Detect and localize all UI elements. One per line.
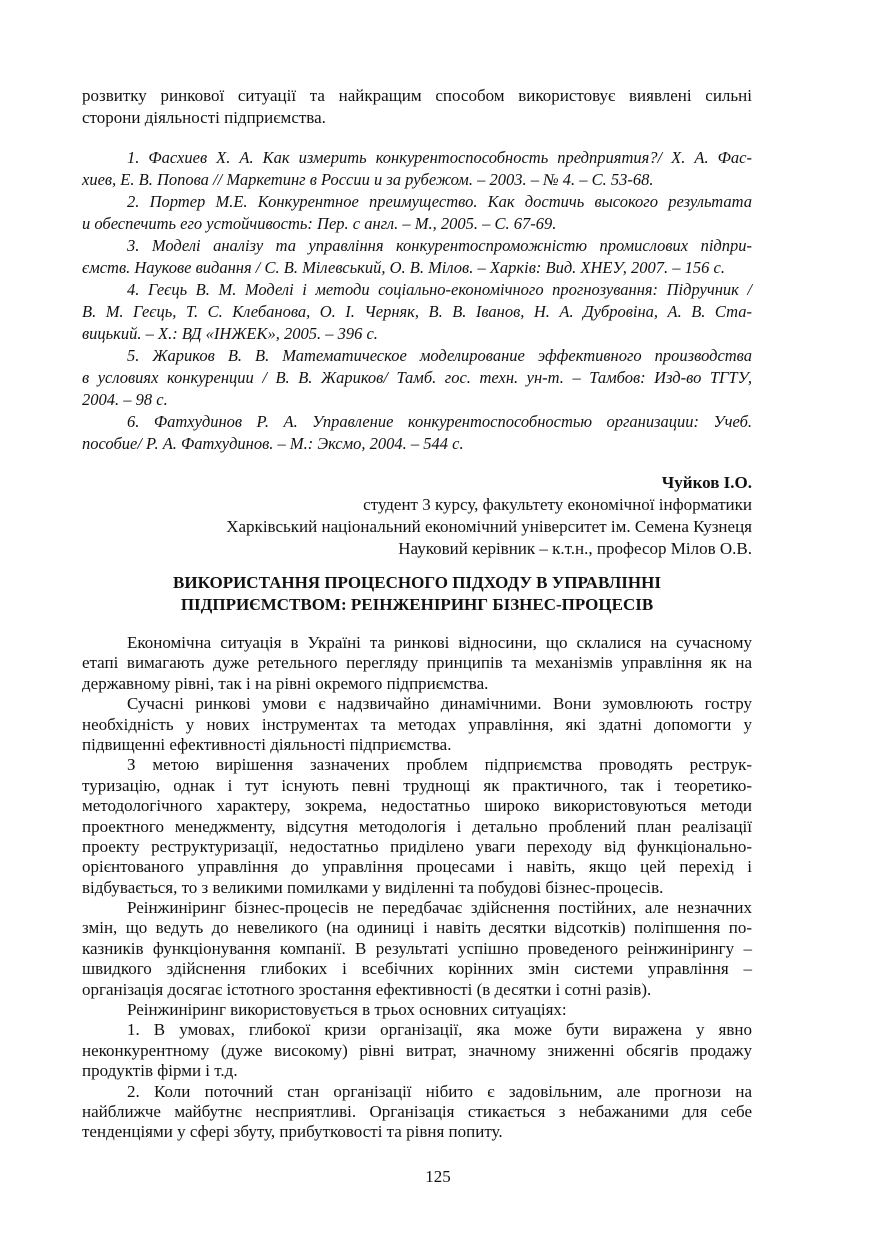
- author-supervisor: Науковий керівник – к.т.н., професор Мілов О.В.: [398, 539, 752, 558]
- body-paragraph: [82, 694, 752, 755]
- text-line: організація досягає істотного зростання ефективності (в десятки і сотні разів).: [82, 979, 652, 999]
- text-line: сторони діяльності підприємства.: [82, 108, 326, 127]
- body-paragraph: [82, 755, 752, 898]
- text-line: відбувається, то з великими помилками у виділенні та побудові бізнес-процесів.: [82, 877, 664, 897]
- text-line: туризацію, однак і тут існують певні труднощі як практичного, так і теоретико-: [82, 775, 752, 795]
- page-number: 125: [425, 1167, 451, 1186]
- reference-item: [82, 345, 752, 411]
- text-line: Сучасні ринкові умови є надзвичайно динамічними. Вони зумовлюють гостру: [127, 694, 752, 714]
- text-line: 1. В умовах, глибокої кризи організації, яка може бути виражена у явно: [127, 1020, 752, 1040]
- title-line: ВИКОРИСТАННЯ ПРОЦЕСНОГО ПІДХОДУ В УПРАВЛІННІ: [173, 573, 661, 592]
- text-line: проекту реструктуризації, недостатньо приділено уваги переходу від функціонально-: [82, 836, 752, 856]
- text-line: 5. Жариков В. В. Математическое моделирование эффективного производства: [127, 346, 752, 365]
- text-line: державному рівні, так і на рівні окремого підприємства.: [82, 673, 489, 693]
- text-line: Економічна ситуація в Україні та ринкові відносини, що склалися на сучасному: [127, 633, 752, 652]
- reference-item: [82, 147, 752, 191]
- text-line: проектного менеджменту, відсутня методологія і детально проблений план реалізації: [82, 816, 752, 836]
- text-line: методологічного характеру, зокрема, недостатньо широко використовуються методи: [82, 796, 752, 816]
- body-paragraph: [82, 1020, 752, 1081]
- reference-item: [82, 411, 752, 455]
- text-line: 2. Коли поточний стан організації нібито є задовільним, але прогнози на: [127, 1081, 752, 1101]
- references-list: [82, 147, 752, 455]
- body-paragraph: [82, 898, 752, 1000]
- text-line: продуктів фірми і т.д.: [82, 1061, 238, 1081]
- text-line: пособие/ Р. А. Фатхудинов. – М.: Эксмо, 2004. – 544 с.: [82, 434, 464, 453]
- text-line: хиев, Е. В. Попова // Маркетинг в России и за рубежом. – 2003. – № 4. – С. 53-68.: [82, 170, 654, 189]
- text-line: 2. Портер М.Е. Конкурентное преимущество. Как достичь высокого результата: [127, 192, 752, 211]
- text-line: швидкого здійснення глибоких і всебічних корінних змін системи управління –: [82, 959, 752, 979]
- author-name: Чуйков І.О.: [661, 473, 752, 492]
- article-title: [82, 572, 752, 616]
- author-university: Харківський національний економічний університет ім. Семена Кузнеця: [226, 517, 752, 536]
- reference-item: [82, 235, 752, 279]
- text-line: Реінжиніринг використовується в трьох основних ситуаціях:: [127, 1000, 567, 1020]
- text-line: 4. Геєць В. М. Моделі і методи соціально-економічного прогнозування: Підручник /: [127, 280, 752, 299]
- text-line: 2004. – 98 с.: [82, 390, 168, 409]
- text-line: розвитку ринкової ситуації та найкращим способом використовує виявлені сильні: [82, 86, 752, 105]
- reference-item: [82, 279, 752, 345]
- text-line: 3. Моделі аналізу та управління конкурентоспроможністю промислових підпри-: [127, 236, 752, 255]
- body-paragraph: [82, 1000, 752, 1020]
- body-paragraph: [82, 1082, 752, 1143]
- text-line: найближче майбутнє несприятливі. Організація стикається з небажаними для себе: [82, 1101, 752, 1121]
- title-line: ПІДПРИЄМСТВОМ: РЕІНЖЕНІРИНГ БІЗНЕС-ПРОЦЕСІВ: [180, 595, 654, 614]
- text-line: орієнтованого управління до управління процесами і навіть, якщо цей перехід і: [82, 857, 752, 877]
- text-line: підвищенні ефективності діяльності підприємства.: [82, 734, 452, 754]
- author-position: студент 3 курсу, факультету економічної інформатики: [363, 495, 752, 514]
- body-paragraph: [82, 633, 752, 694]
- text-line: казників функціонування компанії. В результаті успішно проведеного реінжинірингу –: [82, 938, 752, 958]
- text-line: 6. Фатхудинов Р. А. Управление конкурентоспособностью организации: Учеб.: [127, 412, 752, 431]
- text-line: 1. Фасхиев Х. А. Как измерить конкурентоспособность предприятия?/ Х. А. Фас-: [127, 148, 752, 167]
- text-line: в условиях конкуренции / В. В. Жариков/ Тамб. гос. техн. ун-т. – Тамбов: Изд-во ТГТУ,: [82, 368, 752, 387]
- text-line: неконкурентному (дуже високому) рівні витрат, значному зниженні обсягів продажу: [82, 1040, 752, 1060]
- reference-item: [82, 191, 752, 235]
- text-line: ємств. Наукове видання / С. В. Мілевський, О. В. Мілов. – Харків: Вид. ХНЕУ, 2007. – 156 с.: [82, 258, 725, 277]
- text-line: З метою вирішення зазначених проблем підприємства проводять реструк-: [127, 755, 752, 775]
- text-line: тенденціями у сфері збуту, прибутковості та рівня попиту.: [82, 1122, 503, 1142]
- text-line: змін, що ведуть до невеликого (на одиниці і навіть десятки відсотків) поліпшення по-: [82, 918, 752, 938]
- text-line: етапі вимагають дуже ретельного перегляду принципів та механізмів управління як на: [82, 653, 752, 673]
- article-body: [82, 633, 752, 1143]
- intro-paragraph: [82, 85, 752, 129]
- author-block: [82, 472, 752, 560]
- text-line: В. М. Геєць, Т. С. Клебанова, О. І. Черняк, В. В. Іванов, Н. А. Дубровіна, А. В. Ста-: [82, 302, 752, 321]
- text-line: и обеспечить его устойчивость: Пер. с англ. – М., 2005. – С. 67-69.: [82, 214, 557, 233]
- text-line: Реінжиніринг бізнес-процесів не передбачає здійснення постійних, але незначних: [127, 898, 752, 918]
- text-line: вицький. – Х.: ВД «ІНЖЕК», 2005. – 396 с.: [82, 324, 378, 343]
- text-line: необхідність у нових інструментах та методах управління, які здатні допомогти у: [82, 714, 752, 734]
